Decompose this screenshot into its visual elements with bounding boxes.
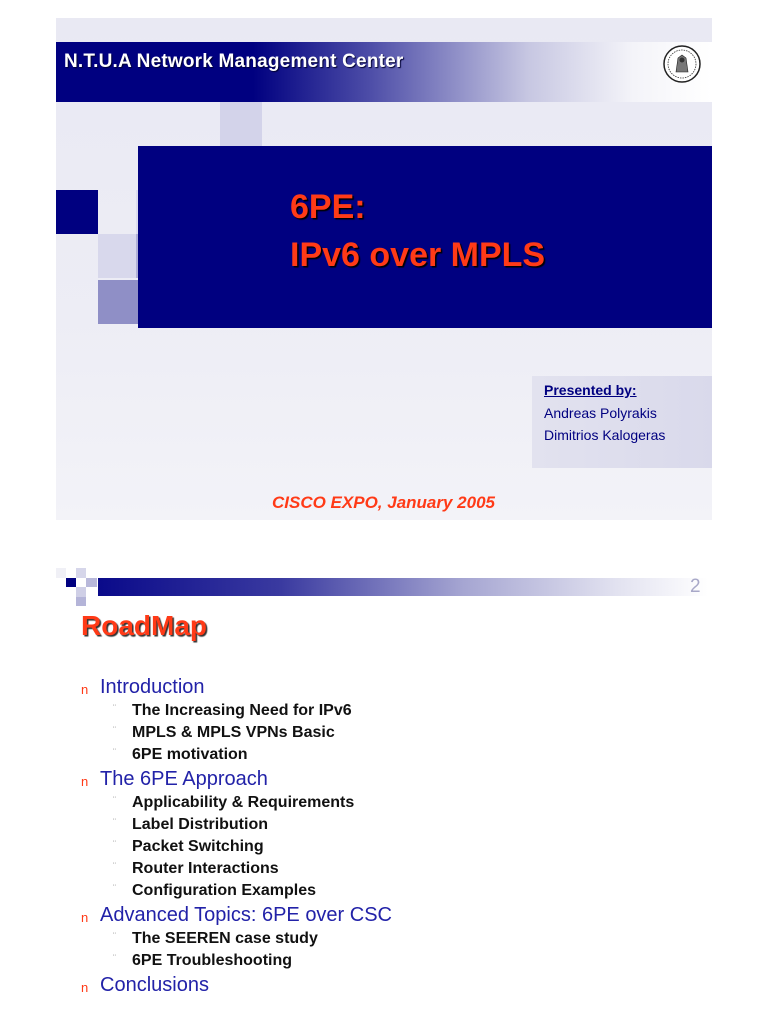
list-item: 6PE motivation — [132, 746, 248, 763]
bullet-marker: n — [81, 682, 89, 697]
sub-bullet-marker: ¨ — [113, 883, 116, 893]
bullet-marker: n — [81, 980, 89, 995]
presenter-name: Dimitrios Kalogeras — [544, 427, 666, 443]
sub-bullet-marker: ¨ — [113, 931, 116, 941]
presented-by-label: Presented by: — [544, 382, 637, 398]
sub-bullet-marker: ¨ — [113, 861, 116, 871]
bullet-marker: n — [81, 774, 89, 789]
decor-square — [76, 597, 86, 606]
section-heading: Introduction — [100, 676, 205, 698]
event-name: CISCO EXPO, January 2005 — [272, 493, 495, 512]
sub-bullet-marker: ¨ — [113, 795, 116, 805]
slide-title-line-1: 6PE: — [290, 188, 366, 226]
decor-square — [56, 190, 98, 234]
list-item: Router Interactions — [132, 860, 279, 877]
title-slide — [56, 18, 712, 520]
decor-square — [220, 102, 262, 146]
section-heading: Conclusions — [100, 974, 209, 996]
list-item: Packet Switching — [132, 838, 264, 855]
sub-bullet-marker: ¨ — [113, 703, 116, 713]
presenter-name: Andreas Polyrakis — [544, 405, 657, 421]
list-item: The SEEREN case study — [132, 930, 318, 947]
list-item: Configuration Examples — [132, 882, 317, 899]
header-bar — [98, 578, 708, 596]
university-seal-icon — [662, 44, 702, 84]
sub-bullet-marker: ¨ — [113, 953, 116, 963]
list-item: Label Distribution — [132, 816, 268, 833]
page-number: 2 — [690, 576, 701, 597]
decor-square — [98, 234, 140, 278]
list-item: Applicability & Requirements — [132, 794, 355, 811]
section-heading: Advanced Topics: 6PE over CSC — [100, 904, 393, 926]
sub-bullet-marker: ¨ — [113, 725, 116, 735]
section-heading: The 6PE Approach — [100, 768, 268, 790]
list-item: The Increasing Need for IPv6 — [132, 702, 352, 719]
sub-bullet-marker: ¨ — [113, 817, 116, 827]
decor-square — [66, 578, 76, 587]
list-item: MPLS & MPLS VPNs Basic — [132, 724, 335, 741]
decor-square — [76, 587, 86, 597]
list-item: 6PE Troubleshooting — [132, 952, 293, 969]
decor-square — [76, 568, 86, 578]
decor-square — [56, 568, 66, 578]
sub-bullet-marker: ¨ — [113, 839, 116, 849]
slide-title-line-2: IPv6 over MPLS — [290, 236, 546, 274]
slide-title: RoadMap — [81, 610, 207, 641]
decor-square — [86, 578, 97, 587]
organization-name: N.T.U.A Network Management Center — [64, 51, 404, 72]
bullet-marker: n — [81, 910, 89, 925]
sub-bullet-marker: ¨ — [113, 747, 116, 757]
decor-square — [98, 280, 140, 324]
